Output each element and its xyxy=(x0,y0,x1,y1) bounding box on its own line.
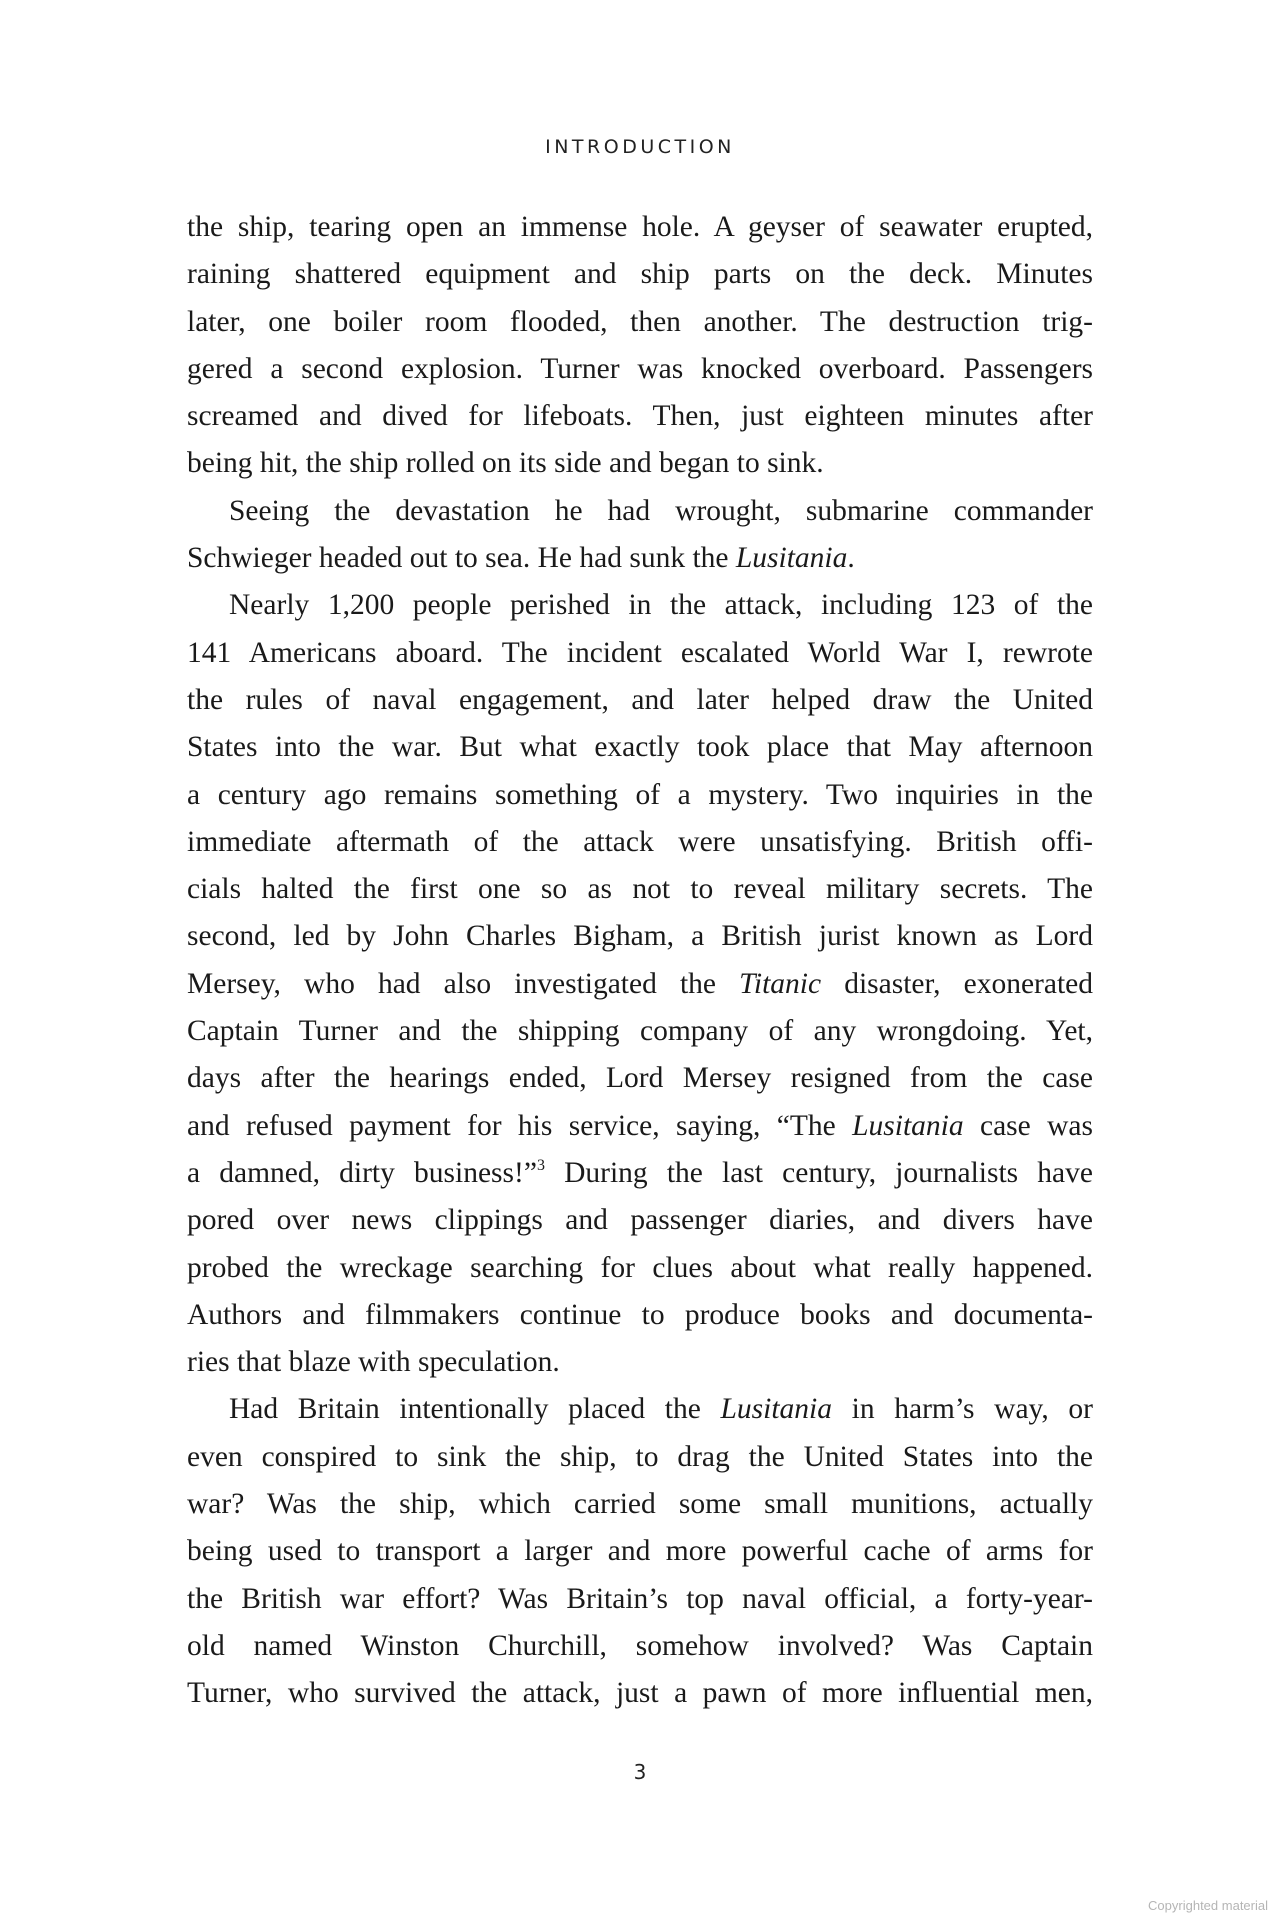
text-line: the ship, tearing open an immense hole. A geyser of seawater erupted, xyxy=(187,211,1093,243)
text-span: case was xyxy=(963,1109,1093,1142)
text-span: and refused payment for his service, saying, “The xyxy=(187,1109,853,1142)
text-line: ries that blaze with speculation. xyxy=(187,1346,560,1379)
text-line: the rules of naval engagement, and later helped draw the United xyxy=(187,683,1093,716)
text-line: gered a second explosion. Turner was knocked overboard. Passengers xyxy=(187,352,1093,385)
ship-name: Lusitania xyxy=(852,1109,964,1142)
text-line: screamed and dived for lifeboats. Then, just eighteen minutes after xyxy=(187,400,1093,433)
running-head: INTRODUCTION xyxy=(545,136,735,158)
text-span: . xyxy=(847,542,855,575)
text-line xyxy=(187,961,1093,1008)
text-span: Schwieger headed out to sea. He had sunk the xyxy=(187,542,736,575)
text-line: raining shattered equipment and ship parts on the deck. Minutes xyxy=(187,258,1093,291)
text-line: the British war effort? Was Britain’s top naval official, a forty-year- xyxy=(187,1582,1093,1615)
text-line xyxy=(187,535,1093,582)
text-line: even conspired to sink the ship, to drag the United States into the xyxy=(187,1440,1093,1473)
text-line: Authors and filmmakers continue to produce books and documenta- xyxy=(187,1298,1093,1331)
text-line: States into the war. But what exactly took place that May afternoon xyxy=(187,731,1093,764)
text-line: 141 Americans aboard. The incident escalated World War I, rewrote xyxy=(187,636,1093,669)
copyright-watermark: Copyrighted material xyxy=(1148,1898,1268,1913)
text-line: Captain Turner and the shipping company of any wrongdoing. Yet, xyxy=(187,1015,1093,1048)
ship-name: Lusitania xyxy=(735,542,848,575)
text-line: pored over news clippings and passenger diaries, and divers have xyxy=(187,1204,1093,1237)
text-span: Had Britain intentionally placed the xyxy=(229,1393,721,1426)
text-span: a damned, dirty business!” xyxy=(187,1156,537,1189)
text-span: in harm’s way, or xyxy=(831,1393,1093,1426)
text-span: disaster, exonerated xyxy=(821,967,1094,1000)
text-line: later, one boiler room flooded, then another. The destruction trig- xyxy=(187,305,1093,338)
text-line: immediate aftermath of the attack were unsatisfying. British offi- xyxy=(187,825,1093,858)
text-span: Mersey, who had also investigated the xyxy=(187,967,740,1000)
body-text xyxy=(187,204,1093,1718)
text-line: a century ago remains something of a mystery. Two inquiries in the xyxy=(187,778,1093,811)
text-line: old named Winston Churchill, somehow involved? Was Captain xyxy=(187,1629,1093,1662)
text-line xyxy=(187,1386,1093,1433)
text-line: cials halted the first one so as not to reveal military secrets. The xyxy=(187,873,1093,906)
text-line: war? Was the ship, which carried some small munitions, actually xyxy=(187,1488,1093,1521)
text-line: Turner, who survived the attack, just a pawn of more influential men, xyxy=(187,1677,1093,1710)
ship-name: Titanic xyxy=(739,967,822,1000)
text-line: probed the wreckage searching for clues about what really happened. xyxy=(187,1251,1093,1284)
page-number: 3 xyxy=(633,1760,647,1784)
text-line xyxy=(187,1103,1093,1150)
text-span: During the last century, journalists have xyxy=(544,1156,1093,1189)
footnote-marker[interactable]: 3 xyxy=(536,1156,545,1174)
text-line: being used to transport a larger and more powerful cache of arms for xyxy=(187,1535,1093,1568)
text-line xyxy=(187,1150,1093,1197)
text-line: days after the hearings ended, Lord Mersey resigned from the case xyxy=(187,1062,1093,1095)
text-line: being hit, the ship rolled on its side and began to sink. xyxy=(187,447,824,480)
text-line: Nearly 1,200 people perished in the attack, including 123 of the xyxy=(229,589,1093,622)
ship-name: Lusitania xyxy=(720,1393,832,1426)
text-line: Seeing the devastation he had wrought, submarine commander xyxy=(229,494,1093,527)
text-line: second, led by John Charles Bigham, a British jurist known as Lord xyxy=(187,920,1093,953)
